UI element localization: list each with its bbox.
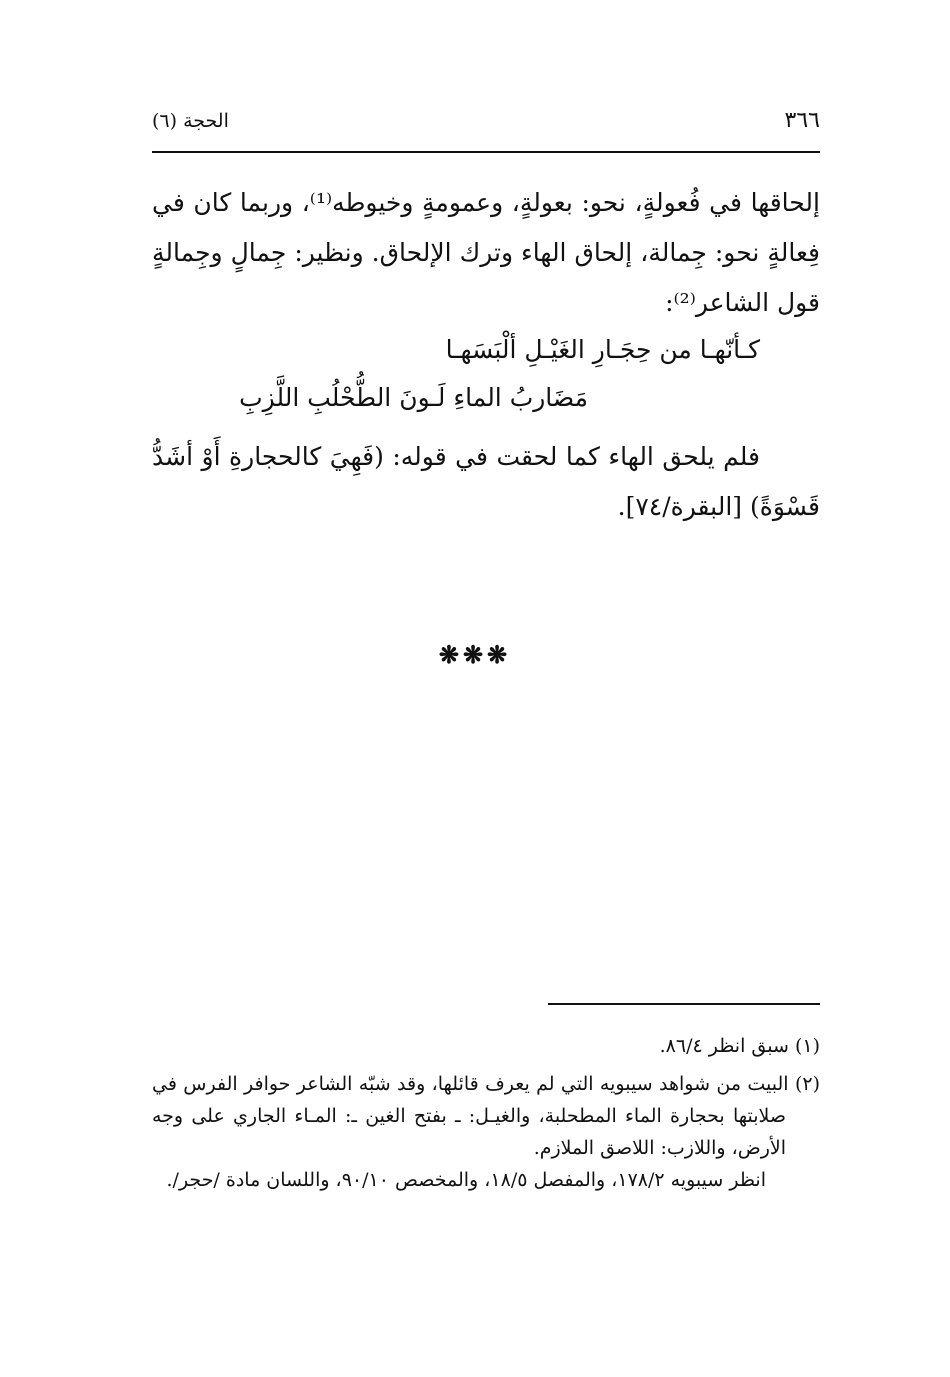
footnote-1: (١) سبق انظر ٨٦/٤. (659, 1035, 820, 1057)
paragraph-1: إلحاقها في فُعولةٍ، نحو: بعولةٍ، وعمومةٍ وخيوطه⁽¹⁾، وربما كان في فِعالةٍ نحو: جِمالة، إلحاق الهاء وترك الإلحاق. ونظير: جِمالٍ وجِمالةٍ قول الشاعر⁽²⁾: (152, 188, 820, 317)
main-text-continued (152, 432, 820, 532)
footnote-2 (152, 1068, 820, 1196)
section-separator: ❋❋❋ (438, 640, 512, 669)
footnote-2-references: انظر سيبويه ١٧٨/٢، والمفصل ١٨/٥، والمخصص ٩٠/١٠، واللسان مادة /حجر/. (166, 1169, 766, 1191)
book-title: الحجة (٦) (152, 110, 229, 132)
footnote-rule (548, 1003, 820, 1005)
paragraph-2: فلم يلحق الهاء كما لحقت في قوله: (فَهِيَ كالحجارةِ أَوْ أشَدُّ قَسْوَةً) [البقرة/٧٤]. (152, 442, 820, 521)
verse-line-1: كـأنّهـا من حِجَـارِ الغَيْـلِ ألْبَسَهـا (445, 335, 760, 364)
page-number: ٣٦٦ (784, 108, 820, 133)
running-head (152, 108, 820, 138)
footnotes (152, 1030, 820, 1202)
footnote-2-text: (٢) البيت من شواهد سيبويه التي لم يعرف قائلها، وقد شبّه الشاعر حوافر الفرس في صلابتها بحجارة الماء المطحلبة، والغيـل: ـ بفتح الغين ـ: المـاء الجاري على وجه الأرض، واللازب: اللاصق الملازم. (152, 1073, 820, 1159)
verse-line-2: مَضَاربُ الماءِ لَـونَ الطُّحْلُبِ اللَّزِبِ (239, 383, 588, 412)
header-rule (152, 151, 820, 153)
main-text (152, 178, 820, 328)
